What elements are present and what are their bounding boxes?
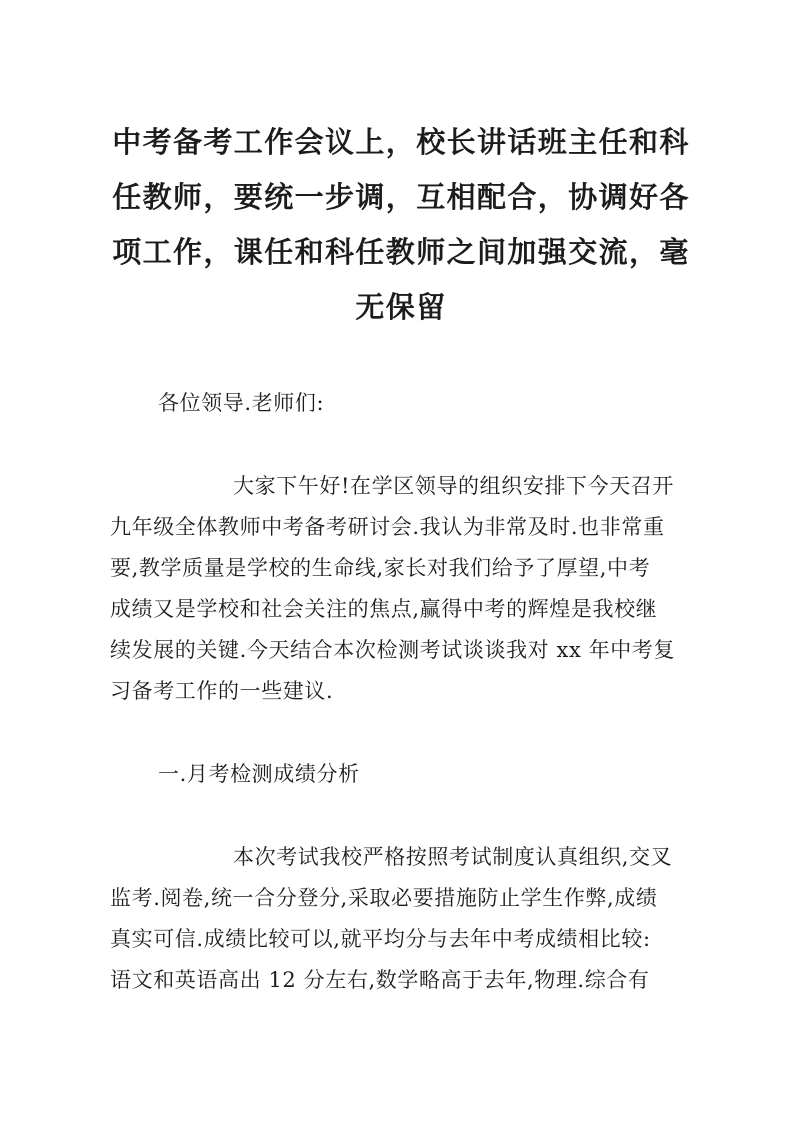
text-line: 一.月考检测成绩分析 xyxy=(158,762,360,786)
text-line: 真实可信.成绩比较可以,就平均分与去年中考成绩相比较: xyxy=(110,927,651,951)
document-body xyxy=(0,335,793,1001)
text-line: 习备考工作的一些建议. xyxy=(110,679,334,703)
document-title xyxy=(0,0,793,335)
title-line-2: 任教师，要统一步调，互相配合，协调好各 xyxy=(112,180,690,214)
paragraph-salutation xyxy=(110,383,692,424)
paragraph-exam-analysis xyxy=(110,837,692,1001)
text-line: 成绩又是学校和社会关注的焦点,赢得中考的辉煌是我校继 xyxy=(110,597,658,621)
paragraph-opening xyxy=(110,466,692,712)
text-line: 本次考试我校严格按照考试制度认真组织,交叉 xyxy=(233,845,673,869)
text-line: 九年级全体教师中考备考研讨会.我认为非常及时.也非常重 xyxy=(110,515,665,539)
title-line-1: 中考备考工作会议上，校长讲话班主任和科 xyxy=(112,125,690,159)
section-heading-month-exam-analysis xyxy=(110,754,692,795)
text-line: 大家下午好!在学区领导的组织安排下今天召开 xyxy=(233,474,675,498)
text-line: 续发展的关键.今天结合本次检测考试谈谈我对 xx 年中考复 xyxy=(110,638,676,662)
title-line-3: 项工作，课任和科任教师之间加强交流，毫 xyxy=(112,235,690,269)
text-line: 要,教学质量是学校的生命线,家长对我们给予了厚望,中考 xyxy=(110,556,651,580)
text-line: 语文和英语高出 12 分左右,数学略高于去年,物理.综合有 xyxy=(110,968,650,992)
title-line-4: 无保留 xyxy=(355,290,447,324)
text-line: 各位领导.老师们: xyxy=(158,391,325,415)
text-line: 监考.阅卷,统一合分登分,采取必要措施防止学生作弊,成绩 xyxy=(110,886,658,910)
